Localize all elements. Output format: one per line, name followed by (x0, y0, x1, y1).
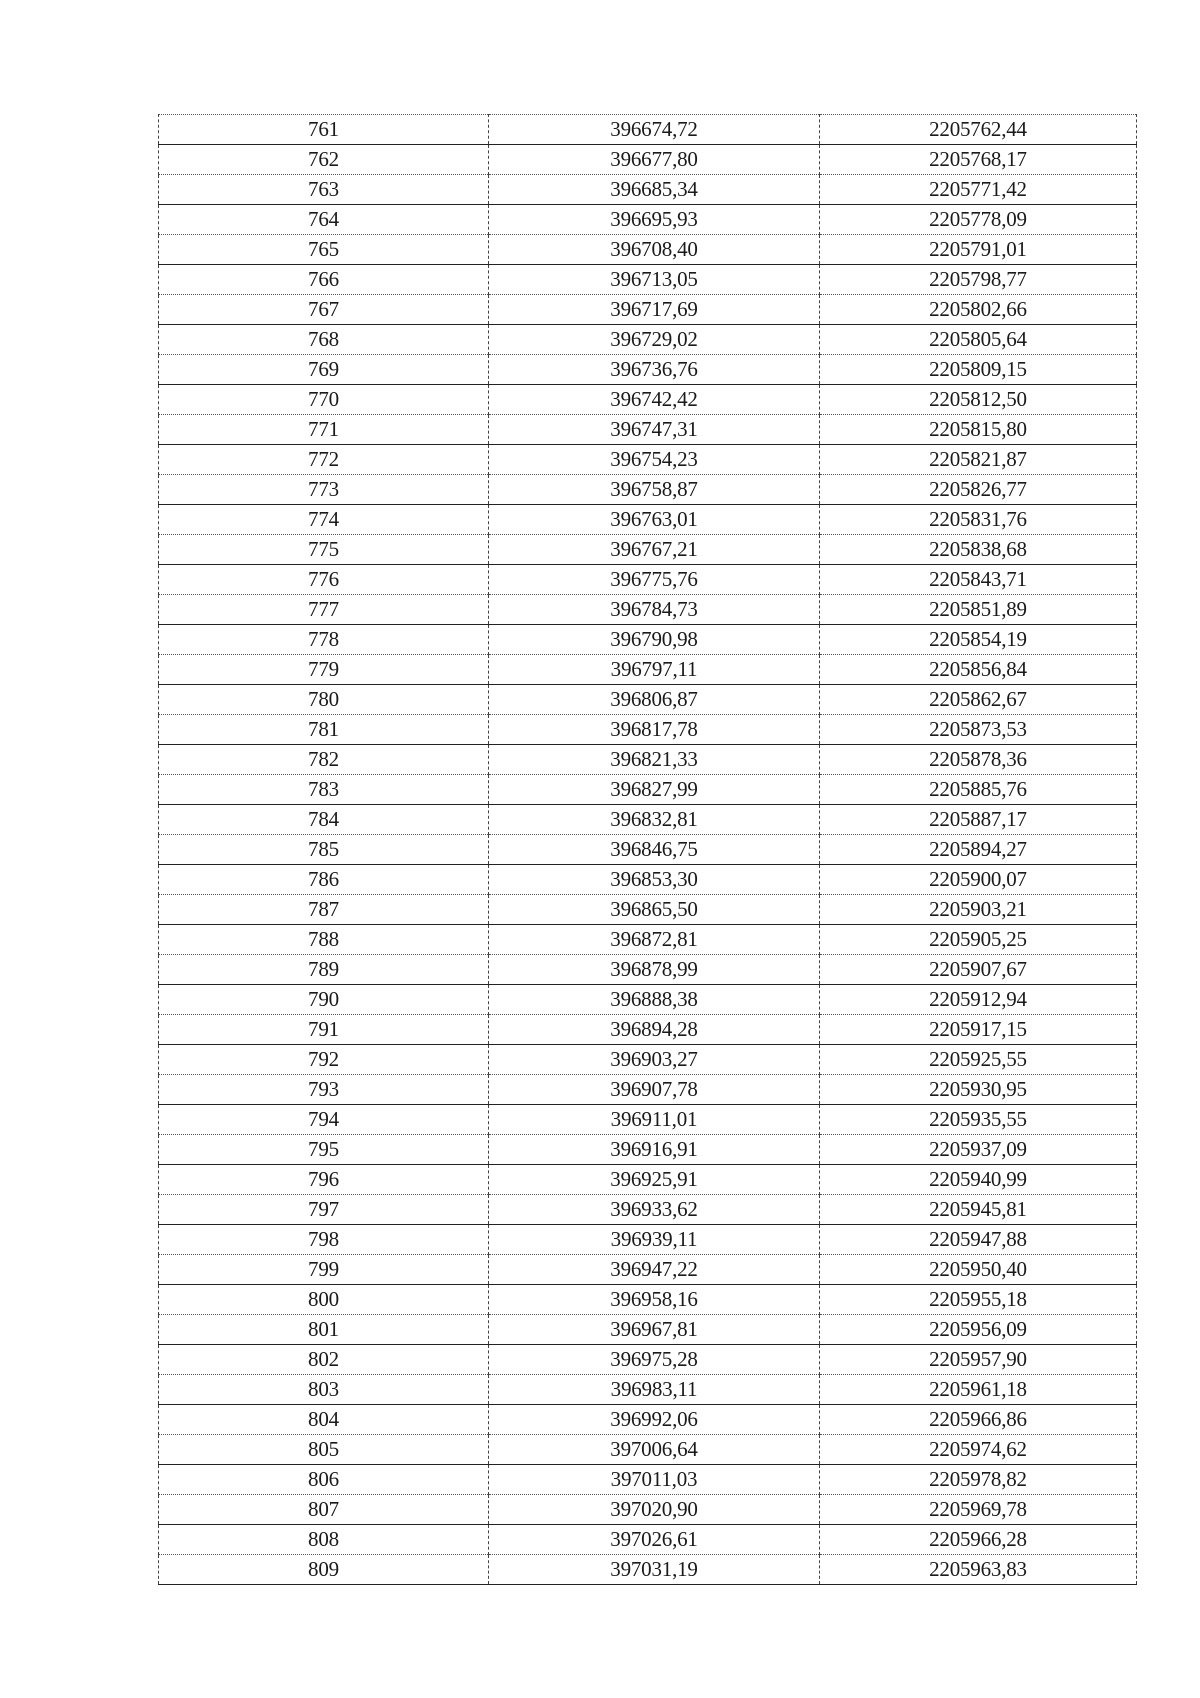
table-row (159, 1255, 1137, 1285)
x-coordinate-cell: 396992,06 (489, 1405, 820, 1435)
x-coordinate-cell: 396911,01 (489, 1105, 820, 1135)
x-coordinate-cell: 396717,69 (489, 295, 820, 325)
point-number-cell: 774 (159, 505, 489, 535)
x-coordinate-cell: 396754,23 (489, 445, 820, 475)
x-coordinate-cell: 397006,64 (489, 1435, 820, 1465)
table-row (159, 295, 1137, 325)
table-row (159, 235, 1137, 265)
point-number-cell: 770 (159, 385, 489, 415)
table-row (159, 385, 1137, 415)
point-number-cell: 781 (159, 715, 489, 745)
table-row (159, 715, 1137, 745)
table-row (159, 1495, 1137, 1525)
x-coordinate-cell: 396925,91 (489, 1165, 820, 1195)
point-number-cell: 807 (159, 1495, 489, 1525)
coordinates-table-body (159, 115, 1137, 1585)
point-number-cell: 763 (159, 175, 489, 205)
y-coordinate-cell: 2205887,17 (820, 805, 1137, 835)
x-coordinate-cell: 396713,05 (489, 265, 820, 295)
x-coordinate-cell: 396729,02 (489, 325, 820, 355)
y-coordinate-cell: 2205969,78 (820, 1495, 1137, 1525)
table-row (159, 325, 1137, 355)
table-row (159, 265, 1137, 295)
x-coordinate-cell: 396742,42 (489, 385, 820, 415)
x-coordinate-cell: 396916,91 (489, 1135, 820, 1165)
point-number-cell: 806 (159, 1465, 489, 1495)
point-number-cell: 799 (159, 1255, 489, 1285)
x-coordinate-cell: 396790,98 (489, 625, 820, 655)
y-coordinate-cell: 2205963,83 (820, 1555, 1137, 1585)
x-coordinate-cell: 397020,90 (489, 1495, 820, 1525)
table-row (159, 1015, 1137, 1045)
point-number-cell: 776 (159, 565, 489, 595)
x-coordinate-cell: 396878,99 (489, 955, 820, 985)
y-coordinate-cell: 2205805,64 (820, 325, 1137, 355)
x-coordinate-cell: 396894,28 (489, 1015, 820, 1045)
x-coordinate-cell: 396767,21 (489, 535, 820, 565)
x-coordinate-cell: 396939,11 (489, 1225, 820, 1255)
table-row (159, 835, 1137, 865)
point-number-cell: 767 (159, 295, 489, 325)
x-coordinate-cell: 396763,01 (489, 505, 820, 535)
point-number-cell: 786 (159, 865, 489, 895)
table-row (159, 1405, 1137, 1435)
table-row (159, 985, 1137, 1015)
y-coordinate-cell: 2205957,90 (820, 1345, 1137, 1375)
y-coordinate-cell: 2205851,89 (820, 595, 1137, 625)
y-coordinate-cell: 2205930,95 (820, 1075, 1137, 1105)
point-number-cell: 764 (159, 205, 489, 235)
point-number-cell: 762 (159, 145, 489, 175)
x-coordinate-cell: 396958,16 (489, 1285, 820, 1315)
point-number-cell: 773 (159, 475, 489, 505)
table-row (159, 925, 1137, 955)
y-coordinate-cell: 2205798,77 (820, 265, 1137, 295)
y-coordinate-cell: 2205978,82 (820, 1465, 1137, 1495)
point-number-cell: 769 (159, 355, 489, 385)
point-number-cell: 787 (159, 895, 489, 925)
x-coordinate-cell: 396797,11 (489, 655, 820, 685)
y-coordinate-cell: 2205900,07 (820, 865, 1137, 895)
x-coordinate-cell: 396685,34 (489, 175, 820, 205)
point-number-cell: 782 (159, 745, 489, 775)
y-coordinate-cell: 2205878,36 (820, 745, 1137, 775)
point-number-cell: 801 (159, 1315, 489, 1345)
y-coordinate-cell: 2205961,18 (820, 1375, 1137, 1405)
x-coordinate-cell: 396674,72 (489, 115, 820, 145)
table-row (159, 565, 1137, 595)
table-row (159, 1105, 1137, 1135)
y-coordinate-cell: 2205778,09 (820, 205, 1137, 235)
x-coordinate-cell: 396983,11 (489, 1375, 820, 1405)
y-coordinate-cell: 2205956,09 (820, 1315, 1137, 1345)
x-coordinate-cell: 397031,19 (489, 1555, 820, 1585)
y-coordinate-cell: 2205940,99 (820, 1165, 1137, 1195)
y-coordinate-cell: 2205826,77 (820, 475, 1137, 505)
table-row (159, 115, 1137, 145)
y-coordinate-cell: 2205873,53 (820, 715, 1137, 745)
table-row (159, 955, 1137, 985)
y-coordinate-cell: 2205821,87 (820, 445, 1137, 475)
table-row (159, 1165, 1137, 1195)
x-coordinate-cell: 397026,61 (489, 1525, 820, 1555)
point-number-cell: 789 (159, 955, 489, 985)
point-number-cell: 778 (159, 625, 489, 655)
y-coordinate-cell: 2205937,09 (820, 1135, 1137, 1165)
x-coordinate-cell: 396872,81 (489, 925, 820, 955)
y-coordinate-cell: 2205843,71 (820, 565, 1137, 595)
x-coordinate-cell: 396747,31 (489, 415, 820, 445)
x-coordinate-cell: 396967,81 (489, 1315, 820, 1345)
point-number-cell: 771 (159, 415, 489, 445)
y-coordinate-cell: 2205907,67 (820, 955, 1137, 985)
x-coordinate-cell: 396907,78 (489, 1075, 820, 1105)
table-row (159, 1525, 1137, 1555)
x-coordinate-cell: 396784,73 (489, 595, 820, 625)
point-number-cell: 804 (159, 1405, 489, 1435)
x-coordinate-cell: 396846,75 (489, 835, 820, 865)
point-number-cell: 796 (159, 1165, 489, 1195)
point-number-cell: 772 (159, 445, 489, 475)
y-coordinate-cell: 2205856,84 (820, 655, 1137, 685)
y-coordinate-cell: 2205974,62 (820, 1435, 1137, 1465)
y-coordinate-cell: 2205802,66 (820, 295, 1137, 325)
point-number-cell: 808 (159, 1525, 489, 1555)
x-coordinate-cell: 396817,78 (489, 715, 820, 745)
point-number-cell: 797 (159, 1195, 489, 1225)
point-number-cell: 790 (159, 985, 489, 1015)
y-coordinate-cell: 2205955,18 (820, 1285, 1137, 1315)
y-coordinate-cell: 2205945,81 (820, 1195, 1137, 1225)
x-coordinate-cell: 396933,62 (489, 1195, 820, 1225)
y-coordinate-cell: 2205905,25 (820, 925, 1137, 955)
table-row (159, 1225, 1137, 1255)
table-row (159, 805, 1137, 835)
point-number-cell: 802 (159, 1345, 489, 1375)
table-row (159, 595, 1137, 625)
point-number-cell: 788 (159, 925, 489, 955)
y-coordinate-cell: 2205831,76 (820, 505, 1137, 535)
x-coordinate-cell: 396758,87 (489, 475, 820, 505)
table-row (159, 205, 1137, 235)
y-coordinate-cell: 2205917,15 (820, 1015, 1137, 1045)
y-coordinate-cell: 2205903,21 (820, 895, 1137, 925)
table-row (159, 655, 1137, 685)
point-number-cell: 793 (159, 1075, 489, 1105)
table-row (159, 625, 1137, 655)
x-coordinate-cell: 396865,50 (489, 895, 820, 925)
table-row (159, 1315, 1137, 1345)
y-coordinate-cell: 2205762,44 (820, 115, 1137, 145)
point-number-cell: 785 (159, 835, 489, 865)
point-number-cell: 803 (159, 1375, 489, 1405)
table-row (159, 685, 1137, 715)
point-number-cell: 805 (159, 1435, 489, 1465)
x-coordinate-cell: 396975,28 (489, 1345, 820, 1375)
table-row (159, 895, 1137, 925)
point-number-cell: 765 (159, 235, 489, 265)
x-coordinate-cell: 396677,80 (489, 145, 820, 175)
x-coordinate-cell: 396827,99 (489, 775, 820, 805)
table-row (159, 445, 1137, 475)
x-coordinate-cell: 396821,33 (489, 745, 820, 775)
point-number-cell: 780 (159, 685, 489, 715)
y-coordinate-cell: 2205950,40 (820, 1255, 1137, 1285)
point-number-cell: 798 (159, 1225, 489, 1255)
x-coordinate-cell: 396806,87 (489, 685, 820, 715)
table-row (159, 1375, 1137, 1405)
point-number-cell: 777 (159, 595, 489, 625)
x-coordinate-cell: 396708,40 (489, 235, 820, 265)
y-coordinate-cell: 2205912,94 (820, 985, 1137, 1015)
table-row (159, 1345, 1137, 1375)
y-coordinate-cell: 2205966,28 (820, 1525, 1137, 1555)
y-coordinate-cell: 2205935,55 (820, 1105, 1137, 1135)
point-number-cell: 784 (159, 805, 489, 835)
point-number-cell: 783 (159, 775, 489, 805)
y-coordinate-cell: 2205812,50 (820, 385, 1137, 415)
table-row (159, 1075, 1137, 1105)
x-coordinate-cell: 396695,93 (489, 205, 820, 235)
table-row (159, 1555, 1137, 1585)
table-row (159, 535, 1137, 565)
table-row (159, 1135, 1137, 1165)
y-coordinate-cell: 2205815,80 (820, 415, 1137, 445)
point-number-cell: 795 (159, 1135, 489, 1165)
point-number-cell: 775 (159, 535, 489, 565)
table-row (159, 1435, 1137, 1465)
table-row (159, 145, 1137, 175)
point-number-cell: 792 (159, 1045, 489, 1075)
table-row (159, 1045, 1137, 1075)
x-coordinate-cell: 397011,03 (489, 1465, 820, 1495)
y-coordinate-cell: 2205925,55 (820, 1045, 1137, 1075)
point-number-cell: 791 (159, 1015, 489, 1045)
table-row (159, 175, 1137, 205)
x-coordinate-cell: 396903,27 (489, 1045, 820, 1075)
table-row (159, 1195, 1137, 1225)
y-coordinate-cell: 2205854,19 (820, 625, 1137, 655)
y-coordinate-cell: 2205771,42 (820, 175, 1137, 205)
table-row (159, 505, 1137, 535)
table-row (159, 415, 1137, 445)
point-number-cell: 768 (159, 325, 489, 355)
table-row (159, 1285, 1137, 1315)
point-number-cell: 766 (159, 265, 489, 295)
point-number-cell: 794 (159, 1105, 489, 1135)
x-coordinate-cell: 396947,22 (489, 1255, 820, 1285)
table-row (159, 475, 1137, 505)
y-coordinate-cell: 2205862,67 (820, 685, 1137, 715)
x-coordinate-cell: 396853,30 (489, 865, 820, 895)
table-row (159, 745, 1137, 775)
y-coordinate-cell: 2205894,27 (820, 835, 1137, 865)
x-coordinate-cell: 396888,38 (489, 985, 820, 1015)
x-coordinate-cell: 396775,76 (489, 565, 820, 595)
point-number-cell: 779 (159, 655, 489, 685)
point-number-cell: 761 (159, 115, 489, 145)
y-coordinate-cell: 2205838,68 (820, 535, 1137, 565)
x-coordinate-cell: 396832,81 (489, 805, 820, 835)
table-row (159, 865, 1137, 895)
table-row (159, 775, 1137, 805)
y-coordinate-cell: 2205947,88 (820, 1225, 1137, 1255)
point-number-cell: 809 (159, 1555, 489, 1585)
table-row (159, 1465, 1137, 1495)
y-coordinate-cell: 2205809,15 (820, 355, 1137, 385)
y-coordinate-cell: 2205885,76 (820, 775, 1137, 805)
y-coordinate-cell: 2205966,86 (820, 1405, 1137, 1435)
y-coordinate-cell: 2205768,17 (820, 145, 1137, 175)
x-coordinate-cell: 396736,76 (489, 355, 820, 385)
point-number-cell: 800 (159, 1285, 489, 1315)
coordinates-table (158, 114, 1137, 1585)
y-coordinate-cell: 2205791,01 (820, 235, 1137, 265)
table-row (159, 355, 1137, 385)
